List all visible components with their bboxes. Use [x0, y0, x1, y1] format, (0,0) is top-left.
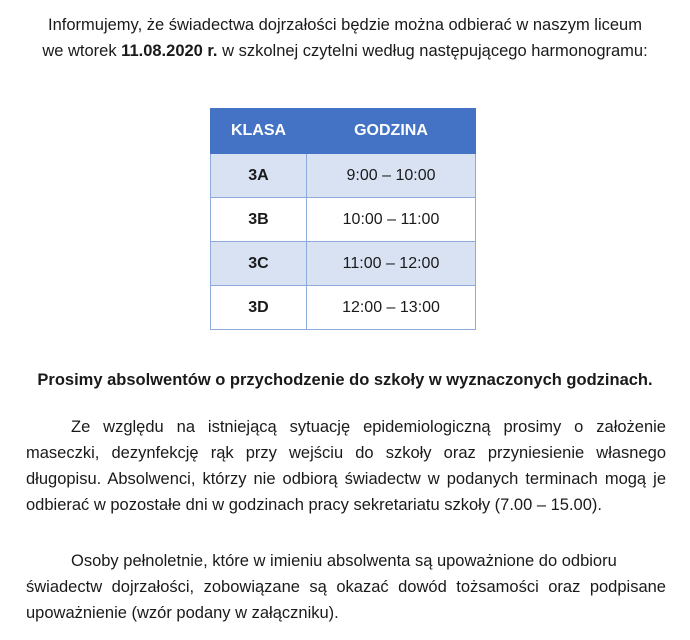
- row-klasa: 3B: [211, 198, 307, 242]
- paragraph-line: maseczki, dezynfekcję rąk przy wejściu do szkoły oraz przyniesienie własnego: [26, 444, 666, 462]
- table-row: [211, 242, 476, 286]
- row-godzina: 12:00 – 13:00: [307, 286, 476, 330]
- intro-line-2-start: we wtorek: [42, 42, 122, 60]
- paragraph-epidemic-rules: [26, 414, 666, 518]
- table-row: [211, 198, 476, 242]
- intro-line-1: Informujemy, że świadectwa dojrzałości będzie można odbierać w naszym liceum: [48, 16, 642, 34]
- intro-line-2-end: w szkolnej czytelni według następującego harmonogramu:: [217, 42, 648, 60]
- paragraph-line: Ze względu na istniejącą sytuację epidemiologiczną prosimy o założenie: [71, 418, 666, 436]
- row-godzina: 11:00 – 12:00: [307, 242, 476, 286]
- header-godzina: GODZINA: [307, 109, 476, 154]
- schedule-table: [210, 108, 476, 330]
- table-row: [211, 286, 476, 330]
- intro-line-2: [0, 38, 690, 64]
- paragraph-line: odbierać w pozostałe dni w godzinach pracy sekretariatu szkoły (7.00 – 15.00).: [26, 496, 602, 514]
- paragraph-line: Osoby pełnoletnie, które w imieniu absolwenta są upoważnione do odbioru: [71, 552, 617, 570]
- table-header-row: [211, 109, 476, 154]
- paragraph-authorization: [26, 548, 666, 626]
- row-klasa: 3D: [211, 286, 307, 330]
- row-klasa: 3A: [211, 154, 307, 198]
- paragraph-line: upoważnienie (wzór podany w załączniku).: [26, 604, 339, 622]
- notice-heading: Prosimy absolwentów o przychodzenie do szkoły w wyznaczonych godzinach.: [37, 371, 653, 389]
- row-godzina: 9:00 – 10:00: [307, 154, 476, 198]
- intro-date: 11.08.2020 r.: [121, 42, 218, 60]
- paragraph-line: długopisu. Absolwenci, którzy nie odbiorą świadectw w podanych terminach mogą je: [26, 470, 666, 488]
- row-godzina: 10:00 – 11:00: [307, 198, 476, 242]
- header-klasa: KLASA: [211, 109, 307, 154]
- table-row: [211, 154, 476, 198]
- row-klasa: 3C: [211, 242, 307, 286]
- intro-text: [0, 12, 690, 64]
- paragraph-line: świadectw dojrzałości, zobowiązane są okazać dowód tożsamości oraz podpisane: [26, 578, 666, 596]
